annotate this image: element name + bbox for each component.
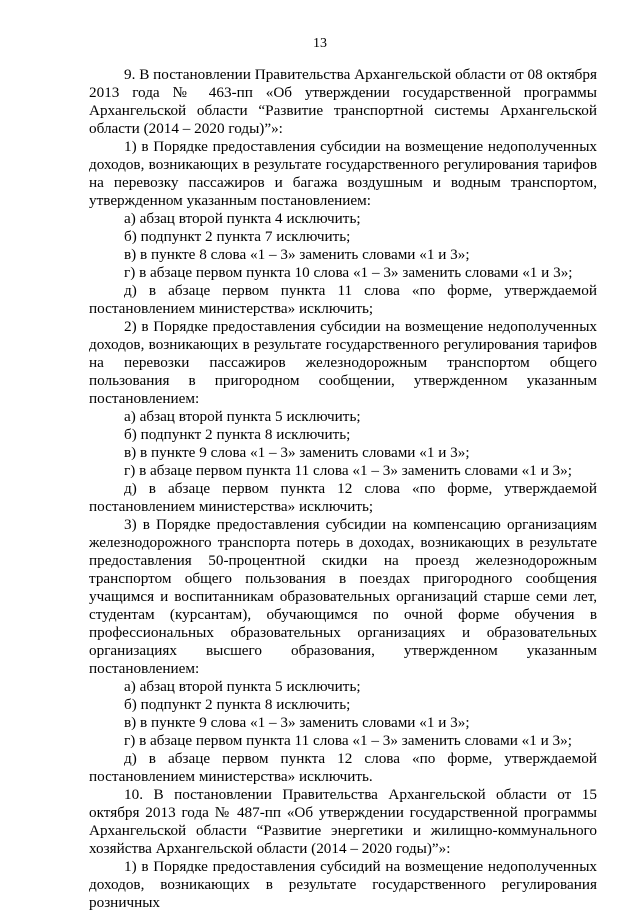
paragraph-letter-a: а) абзац второй пункта 5 исключить; [124,678,361,695]
paragraph-letter-g: г) в абзаце первом пункта 10 слова «1 – 3» заменить словами «1 и 3»; [124,264,573,281]
paragraph-letter-g: г) в абзаце первом пункта 11 слова «1 – 3» заменить словами «1 и 3»; [124,462,572,479]
paragraph-subitem-1: 1) в Порядке предоставления субсидий на возмещение недополученных доходов, возникающих в результате государственного регулирования розничных [89,858,597,911]
paragraph-subitem-2: 2) в Порядке предоставления субсидии на возмещение недополученных доходов, возникающих в результате государственного регулирования тарифов на перевозки пассажиров железнодорожным транспортом общего пользования в пригородном сообщении, утвержденном указанным постановлением: [89,318,597,407]
document-body [89,66,597,912]
paragraph-subitem-1: 1) в Порядке предоставления субсидии на возмещение недополученных доходов, возникающих в результате государственного регулирования тарифов на перевозку пассажиров и багажа воздушным и водным транспортом, утвержденном указанным постановлением: [89,138,597,209]
paragraph-letter-b: б) подпункт 2 пункта 8 исключить; [124,696,351,713]
paragraph-letter-d: д) в абзаце первом пункта 11 слова «по форме, утверждаемой постановлением министерства» исключить; [89,282,597,317]
paragraph-letter-b: б) подпункт 2 пункта 7 исключить; [124,228,351,245]
page-number: 13 [313,36,327,51]
paragraph-item-10: 10. В постановлении Правительства Архангельской области от 15 октября 2013 года № 487-пп «Об утверждении государственной программы Архангельской области “Развитие энергетики и жилищно-коммунального хозяйства Архангельской области (2014 – 2020 годы)”»: [89,786,597,857]
paragraph-letter-v: в) в пункте 9 слова «1 – 3» заменить словами «1 и 3»; [124,714,470,731]
paragraph-letter-d: д) в абзаце первом пункта 12 слова «по форме, утверждаемой постановлением министерства» исключить. [89,750,597,785]
paragraph-letter-a: а) абзац второй пункта 5 исключить; [124,408,361,425]
paragraph-letter-b: б) подпункт 2 пункта 8 исключить; [124,426,351,443]
paragraph-letter-g: г) в абзаце первом пункта 11 слова «1 – 3» заменить словами «1 и 3»; [124,732,572,749]
paragraph-subitem-3: 3) в Порядке предоставления субсидии на компенсацию организациям железнодорожного транспорта потерь в доходах, возникающих в результате предоставления 50-процентной скидки на проезд железнодорожным транспортом общего пользования в поездах пригородного сообщения учащимся и воспитанникам образовательных организаций старше семи лет, студентам (курсантам), обучающимся по очной форме обучения в профессиональных образовательных организациях и образовательных организациях высшего образования, утвержденном указанным постановлением: [89,516,597,677]
paragraph-letter-a: а) абзац второй пункта 4 исключить; [124,210,361,227]
paragraph-letter-v: в) в пункте 8 слова «1 – 3» заменить словами «1 и 3»; [124,246,470,263]
paragraph-item-9: 9. В постановлении Правительства Архангельской области от 08 октября 2013 года № 463-пп «Об утверждении государственной программы Архангельской области “Развитие транспортной системы Архангельской области (2014 – 2020 годы)”»: [89,66,597,137]
paragraph-letter-d: д) в абзаце первом пункта 12 слова «по форме, утверждаемой постановлением министерства» исключить; [89,480,597,515]
paragraph-letter-v: в) в пункте 9 слова «1 – 3» заменить словами «1 и 3»; [124,444,470,461]
